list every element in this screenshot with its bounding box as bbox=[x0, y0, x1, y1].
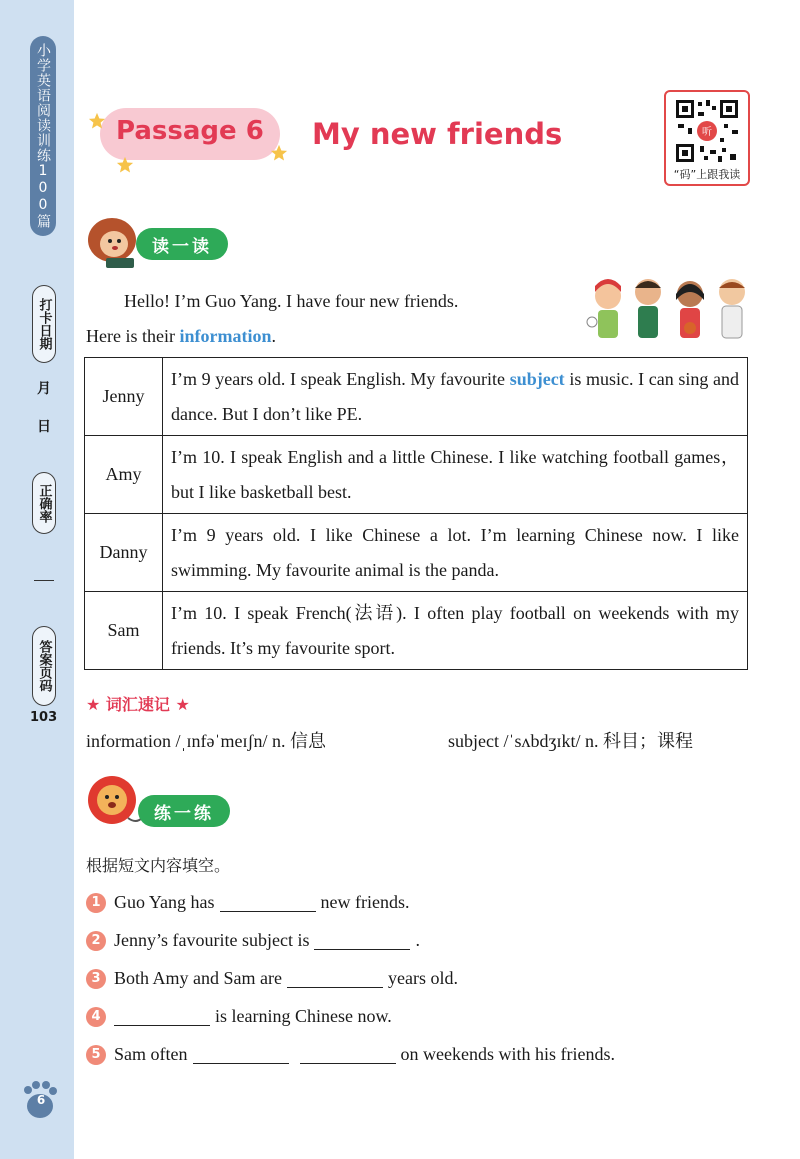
question-1 bbox=[86, 892, 410, 913]
question-text: is learning Chinese now. bbox=[215, 1006, 392, 1026]
question-number-badge: 2 bbox=[86, 931, 106, 951]
question-number-badge: 3 bbox=[86, 969, 106, 989]
page-number: 6 bbox=[36, 1093, 46, 1107]
month-label: 月 bbox=[37, 381, 51, 397]
description-text: is music. I can sing and dance. But I don’t like PE. bbox=[171, 368, 739, 424]
question-text: years old. bbox=[387, 968, 458, 988]
question-text: on weekends with his friends. bbox=[400, 1044, 615, 1064]
sidebar-scallop-edge bbox=[60, 0, 82, 1159]
practice-section-label: 练一练 bbox=[138, 795, 230, 827]
question-text: new friends. bbox=[320, 892, 410, 912]
vocab-entry-information: information /ˌɪnfəˈmeɪʃn/ n. 信息 bbox=[86, 731, 326, 751]
question-3 bbox=[86, 968, 458, 989]
question-text: . bbox=[415, 930, 420, 950]
friend-name: Danny bbox=[85, 514, 163, 592]
answer-blank[interactable] bbox=[193, 1046, 289, 1064]
page-title: My new friends bbox=[312, 117, 563, 151]
qr-listen-label: 听 bbox=[702, 127, 712, 138]
lion-mascot-icon bbox=[84, 772, 144, 832]
friend-description: I’m 9 years old. I like Chinese a lot. I’m learning Chinese now. I like swimming. My favourite animal is the panda. bbox=[163, 514, 748, 592]
day-label: 日 bbox=[37, 419, 51, 435]
answer-blank[interactable] bbox=[300, 1046, 396, 1064]
friend-description bbox=[163, 358, 748, 436]
accuracy-label: 正确率 bbox=[32, 472, 56, 534]
qr-caption: “码”上跟我读 bbox=[673, 168, 741, 181]
table-row bbox=[85, 436, 748, 514]
question-number-badge: 1 bbox=[86, 893, 106, 913]
answer-blank[interactable] bbox=[114, 1008, 210, 1026]
qr-code-icon[interactable] bbox=[674, 98, 740, 164]
friend-name: Sam bbox=[85, 592, 163, 670]
question-number-badge: 4 bbox=[86, 1007, 106, 1027]
intro-paragraph bbox=[86, 284, 586, 354]
friend-name: Amy bbox=[85, 436, 163, 514]
friend-description: I’m 10. I speak French(法语). I often play football on weekends with my friends. It’s my favourite sport. bbox=[163, 592, 748, 670]
accuracy-fill-line[interactable] bbox=[34, 580, 54, 581]
intro-line-2-prefix: Here is their bbox=[86, 326, 180, 346]
friends-info-table bbox=[84, 357, 748, 670]
table-row bbox=[85, 514, 748, 592]
intro-line-1: Hello! I’m Guo Yang. I have four new friends. bbox=[124, 291, 459, 311]
subject-keyword[interactable]: subject bbox=[509, 368, 565, 389]
question-4 bbox=[86, 1006, 392, 1027]
question-text: Sam often bbox=[114, 1044, 188, 1064]
table-row bbox=[85, 592, 748, 670]
passage-label: Passage 6 bbox=[116, 116, 264, 146]
description-text: I’m 9 years old. I speak English. My favourite bbox=[171, 368, 510, 389]
question-text: Jenny’s favourite subject is bbox=[114, 930, 310, 950]
exercise-instruction: 根据短文内容填空。 bbox=[86, 856, 231, 875]
qr-code-box[interactable] bbox=[664, 90, 750, 186]
table-row bbox=[85, 358, 748, 436]
read-section-label: 读一读 bbox=[136, 228, 228, 260]
vocab-heading: ★ 词汇速记 ★ bbox=[86, 695, 190, 714]
answer-page-number: 103 bbox=[30, 710, 58, 725]
answer-blank[interactable] bbox=[220, 894, 316, 912]
friend-description: I’m 10. I speak English and a little Chinese. I like watching football games，but I like basketball best. bbox=[163, 436, 748, 514]
checkin-date-label: 打卡日期 bbox=[32, 285, 56, 363]
star-icon bbox=[88, 112, 106, 130]
friend-name: Jenny bbox=[85, 358, 163, 436]
star-icon bbox=[116, 156, 134, 174]
question-text: Both Amy and Sam are bbox=[114, 968, 282, 988]
four-friends-illustration bbox=[586, 270, 756, 350]
vocab-entry-subject: subject /ˈsʌbdʒɪkt/ n. 科目；课程 bbox=[448, 731, 693, 751]
hedgehog-mascot-icon bbox=[84, 212, 140, 270]
question-number-badge: 5 bbox=[86, 1045, 106, 1065]
answer-blank[interactable] bbox=[287, 970, 383, 988]
intro-line-2-suffix: . bbox=[271, 326, 276, 346]
question-text: Guo Yang has bbox=[114, 892, 215, 912]
question-5 bbox=[86, 1044, 615, 1065]
question-2 bbox=[86, 930, 420, 951]
information-keyword[interactable]: information bbox=[179, 326, 272, 346]
answer-blank[interactable] bbox=[314, 932, 410, 950]
answer-page-label: 答案页码 bbox=[32, 626, 56, 706]
star-icon bbox=[270, 144, 288, 162]
series-title: 小学英语阅读训练100篇 bbox=[30, 36, 56, 236]
